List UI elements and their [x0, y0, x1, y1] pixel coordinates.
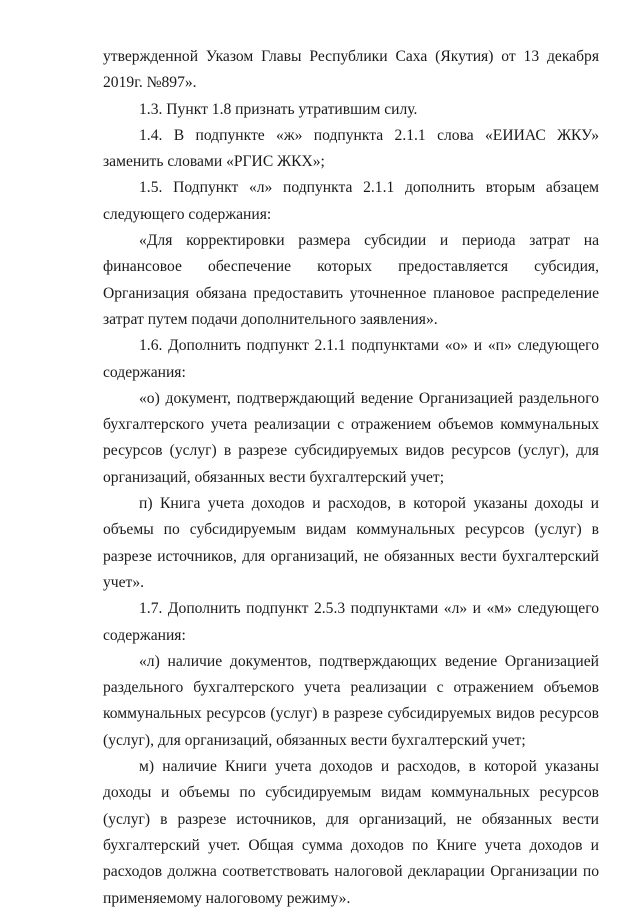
- paragraph-1-7-l: «л) наличие документов, подтверждающих ведение Организацией раздельного бухгалтерского учета реализации с отражением объемов коммунальных ресурсов (услуг) в разрезе субсидируемых видов ресурсов (услуг), для организаций, обязанных вести бухгалтерский учет;: [103, 652, 599, 749]
- document-body: [103, 44, 599, 912]
- paragraph-1-3: 1.3. Пункт 1.8 признать утратившим силу.: [139, 100, 418, 118]
- paragraph-1-7: 1.7. Дополнить подпункт 2.5.3 подпунктами «л» и «м» следующего содержания:: [103, 600, 599, 644]
- paragraph-1-4: 1.4. В подпункте «ж» подпункта 2.1.1 слова «ЕИИАС ЖКУ» заменить словами «РГИС ЖКХ»;: [103, 126, 599, 171]
- paragraph-1-6-o: «о) документ, подтверждающий ведение Организацией раздельного бухгалтерского учета реализации с отражением объемов коммунальных ресурсов (услуг) в разрезе субсидируемых видов ресурсов (услуг), для организаций, обязанных вести бухгалтерский учет;: [103, 389, 599, 486]
- paragraph-1-5: 1.5. Подпункт «л» подпункта 2.1.1 дополнить вторым абзацем следующего содержания:: [103, 179, 599, 223]
- paragraph-1-7-m: м) наличие Книги учета доходов и расходов, в которой указаны доходы и объемы по субсидируемым видам коммунальных ресурсов (услуг) в разрезе источников, для организаций, не обязанных вести бухгалтерский учет. Общая сумма доходов по Книге учета доходов и расходов должна соответствовать налоговой декларации Организации по применяемому налоговому режиму».: [103, 758, 599, 907]
- paragraph-1-5-quote: «Для корректировки размера субсидии и периода затрат на финансовое обеспечение которых предоставляется субсидия, Организация обязана предоставить уточненное плановое распределение затрат путем подачи дополнительного заявления».: [103, 232, 599, 328]
- paragraph-intro: утвержденной Указом Главы Республики Саха (Якутия) от 13 декабря 2019г. №897».: [103, 48, 599, 92]
- paragraph-1-6: 1.6. Дополнить подпункт 2.1.1 подпунктами «о» и «п» следующего содержания:: [103, 337, 599, 381]
- paragraph-1-6-p: п) Книга учета доходов и расходов, в которой указаны доходы и объемы по субсидируемым видам коммунальных ресурсов (услуг) в разрезе источников, для организаций, не обязанных вести бухгалтерский учет».: [103, 495, 599, 591]
